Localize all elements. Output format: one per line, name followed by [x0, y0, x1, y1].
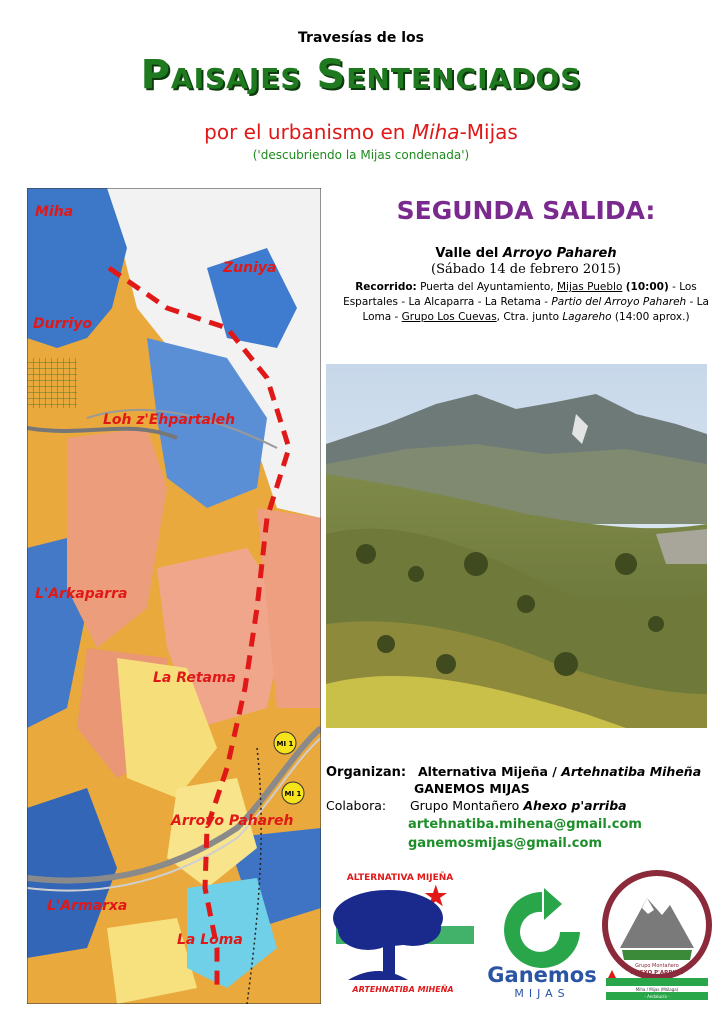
ap-logo-line1: Grupo Montañero — [635, 963, 679, 969]
outing-name — [330, 246, 722, 261]
am-logo-bottom-text: ARTEHNATIBA MIHEÑA — [352, 985, 454, 994]
organiser-1 — [418, 764, 701, 779]
organisers-row — [326, 764, 701, 780]
svg-text:MI 1: MI 1 — [284, 790, 302, 798]
route-text: - La Loma - — [362, 296, 709, 323]
outing-name-italic: Arroyo Pahareh — [502, 246, 617, 261]
ganemos-mijas-logo — [482, 880, 602, 1000]
route-text: Lagareho — [562, 311, 612, 323]
map-label-zuniya: Zuniya — [223, 260, 277, 276]
route-text: (10:00) — [625, 281, 669, 293]
route-description — [334, 280, 718, 325]
gm-logo-sub: MIJAS — [514, 987, 570, 1000]
outing-name-pre: Valle del — [435, 246, 503, 261]
map-label-arroyo: Arroyo Pahareh — [171, 813, 294, 829]
map-label-loh: Loh z'Ehpartaleh — [103, 412, 236, 428]
ap-logo-line3: Miha / Mijas (Málaga) — [635, 987, 679, 992]
map-area-green-hatched — [27, 358, 77, 408]
collaborator-label: Colabora: — [326, 798, 387, 813]
subtitle-post: -Mijas — [459, 120, 518, 144]
map-badge-mi1-a — [274, 732, 296, 754]
svg-text:MI 1: MI 1 — [276, 740, 294, 748]
collaborator-row — [326, 798, 627, 813]
route-text: - Los Espartales - La Alcaparra - La Retama - — [343, 281, 697, 308]
route-text: Mijas Pueblo — [556, 281, 623, 293]
ap-logo-line2: AHEXO P'ARRIBA — [630, 970, 684, 976]
map-label-loma: La Loma — [177, 932, 243, 948]
page-subtitle — [0, 120, 722, 144]
organiser-1-text: Alternativa Mijeña / — [417, 764, 562, 779]
organiser-1-italic: Artehnatiba Miheña — [561, 764, 702, 779]
map-label-miha: Miha — [35, 204, 74, 220]
subtitle-pre: por el urbanismo en — [204, 120, 412, 144]
am-logo-top-text: ALTERNATIVA MIJEÑA — [346, 873, 454, 883]
ap-logo-line4: - Andalucía - — [644, 994, 670, 999]
organisers-label: Organizan: — [326, 765, 407, 780]
alternativa-mijena-logo — [328, 868, 478, 998]
organiser-2: GANEMOS MIJAS — [414, 781, 530, 796]
map-label-arkaparra: L'Arkaparra — [35, 586, 128, 602]
ganemos-g-icon — [504, 892, 580, 968]
route-text: (14:00 aprox.) — [611, 311, 690, 323]
map-label-durriyo: Durriyo — [33, 316, 92, 332]
map-badge-mi1-b — [282, 782, 304, 804]
landscape-photo — [326, 364, 707, 728]
email-link-2[interactable]: ganemosmijas@gmail.com — [408, 836, 602, 851]
collaborator-italic: Ahexo p'arriba — [523, 798, 627, 813]
header-note: ('descubriendo la Mijas condenada') — [252, 148, 470, 162]
subtitle-italic: Miha — [411, 120, 460, 144]
map-label-armarxa: L'Armarxa — [47, 898, 128, 914]
gm-logo-name: Ganemos — [487, 963, 597, 987]
route-text: Partio del Arroyo Pahareh — [551, 296, 687, 308]
route-label: Recorrido: — [355, 281, 417, 293]
route-map — [27, 188, 321, 1004]
map-label-retama: La Retama — [153, 670, 236, 686]
route-text: Puerta del Ayuntamiento, — [416, 281, 557, 293]
route-text: , Ctra. junto — [496, 311, 563, 323]
route-text: Grupo Los Cuevas — [401, 311, 497, 323]
collaborator-pre: Grupo Montañero — [409, 798, 524, 813]
email-link-1[interactable]: artehnatiba.mihena@gmail.com — [408, 817, 642, 832]
header-intro: Travesías de los — [298, 30, 424, 46]
ahexo-parriba-logo — [602, 870, 712, 1005]
outing-date: (Sábado 14 de febrero 2015) — [431, 262, 621, 277]
page-title: Paisajes Sentenciados — [140, 52, 582, 98]
outing-title: SEGUNDA SALIDA: — [396, 196, 656, 225]
ap-star-icon — [608, 970, 616, 978]
